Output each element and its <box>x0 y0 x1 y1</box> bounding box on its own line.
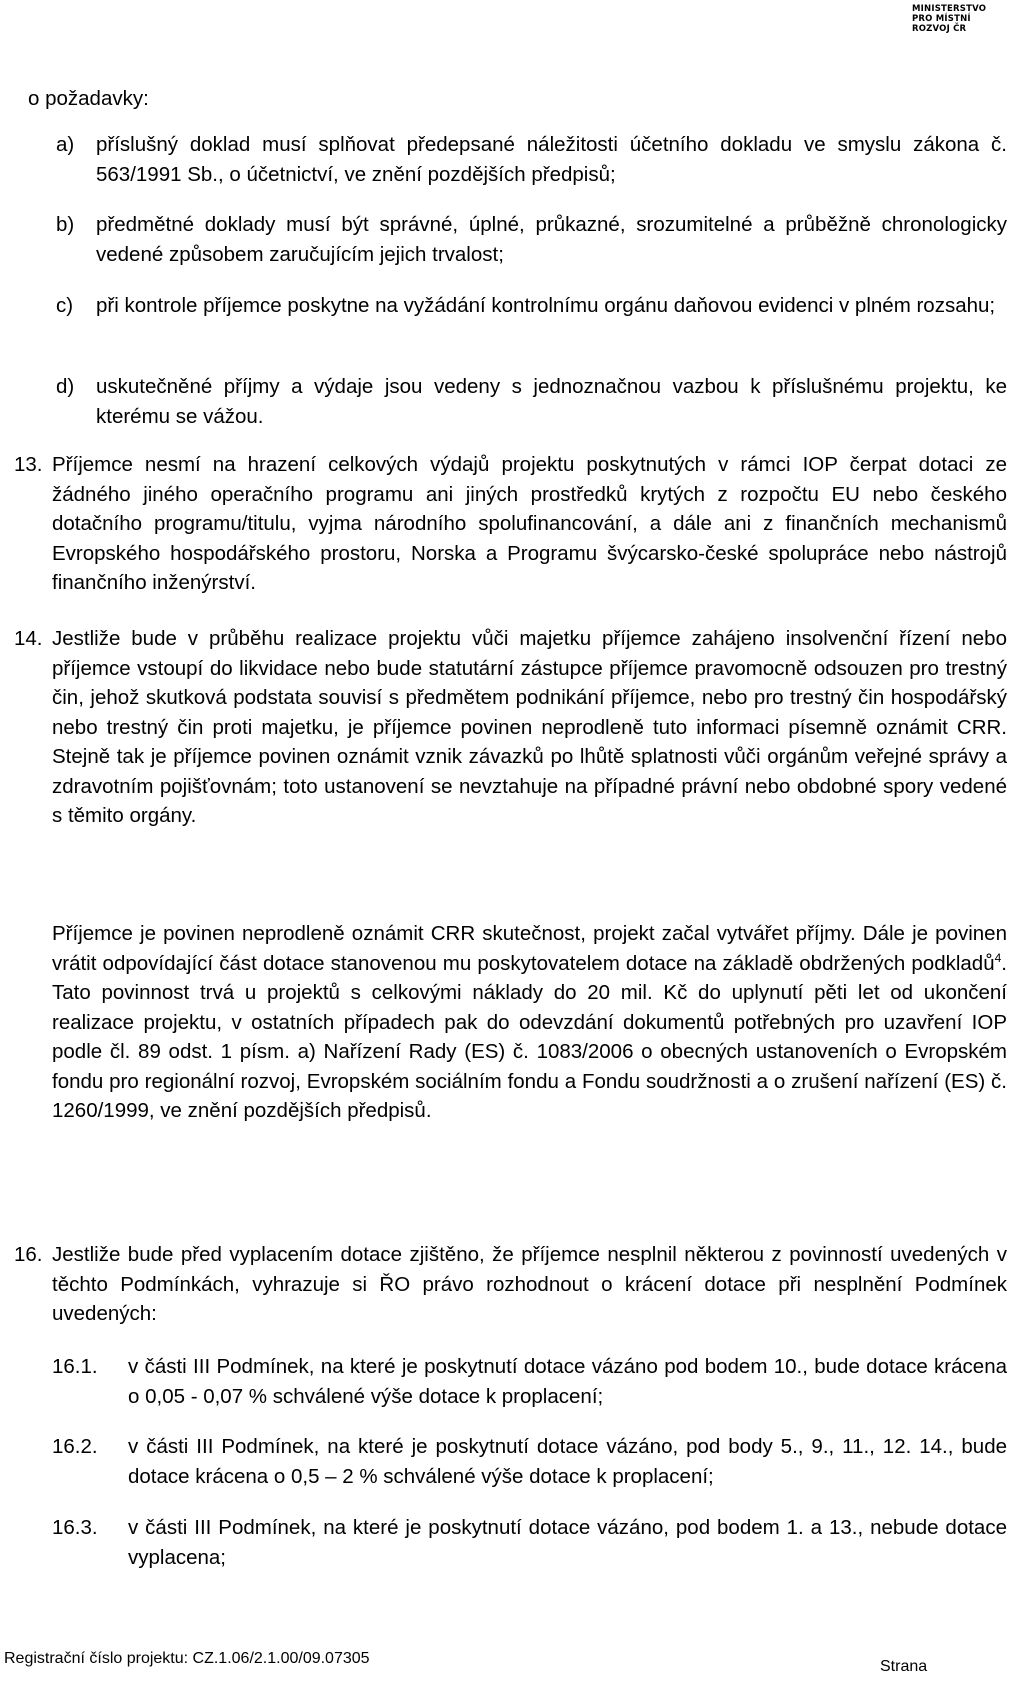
item-15-text <box>52 919 1007 1126</box>
item-16-2-text: v části III Podmínek, na které je poskytnutí dotace vázáno, pod body 5., 9., 11., 12. 14., bude dotace krácena o 0,5 – 2 % schválené výše dotace k proplacení; <box>128 1435 1007 1488</box>
footer-registration-number: Registrační číslo projektu: CZ.1.06/2.1.00/09.07305 <box>4 1650 370 1667</box>
footer-page-label: Strana <box>880 1658 928 1675</box>
item-16-3-text: v části III Podmínek, na které je poskytnutí dotace vázáno, pod bodem 1. a 13., nebude dotace vyplacena; <box>128 1516 1007 1569</box>
item-13-label: 13. <box>14 453 43 476</box>
item-15-text-a: Příjemce je povinen neprodleně oznámit CRR skutečnost, projekt začal vytvářet příjmy. Dále je povinen vrátit odpovídající část dotace stanovenou mu poskytovatelem dotace na základě obdržených podkladů <box>52 922 1007 975</box>
item-c-text: při kontrole příjemce poskytne na vyžádání kontrolnímu orgánu daňovou evidenci v plném rozsahu; <box>96 294 996 317</box>
ministry-logo <box>912 4 1002 34</box>
logo-line-3: ROZVOJ ČR <box>912 24 967 34</box>
item-b-label: b) <box>56 213 75 236</box>
item-14-label: 14. <box>14 627 43 650</box>
item-15-text-b: . Tato povinnost trvá u projektů s celkovými náklady do 20 mil. Kč do uplynutí pěti let od ukončení realizace projektu, v ostatních případech pak do odevzdání dokumentů potřebných pro uzavření IOP podle čl. 89 odst. 1 písm. a) Nařízení Rady (ES) č. 1083/2006 o obecných ustanoveních o Evropském fondu pro regionální rozvoj, Evropském sociálním fondu a Fondu soudržnosti a o zrušení nařízení (ES) č. 1260/1999, ve znění pozdějších předpisů. <box>52 951 1007 1122</box>
item-b-text: předmětné doklady musí být správné, úplné, průkazné, srozumitelné a průběžně chronologicky vedené způsobem zaručujícím jejich trvalost; <box>96 213 1007 266</box>
intro-text: o požadavky: <box>28 87 149 110</box>
item-16-2-label: 16.2. <box>52 1435 98 1458</box>
logo-line-1: MINISTERSTVO <box>912 4 987 14</box>
footnote-ref: 4 <box>994 950 1002 965</box>
item-13-text: Příjemce nesmí na hrazení celkových výdajů projektu poskytnutých v rámci IOP čerpat dotaci ze žádného jiného operačního programu ani jiných prostředků krytých z rozpočtu EU nebo českého dotačního programu/titulu, vyjma národního spolufinancování, a dále ani z finančních mechanismů Evropského hospodářského prostoru, Norska a Programu švýcarsko-české spolupráce nebo nástrojů finančního inženýrství. <box>52 453 1007 594</box>
logo-line-2: PRO MÍSTNÍ <box>912 14 971 24</box>
item-a-label: a) <box>56 133 75 156</box>
item-16-1-label: 16.1. <box>52 1355 98 1378</box>
item-d-label: d) <box>56 375 75 398</box>
item-d-text: uskutečněné příjmy a výdaje jsou vedeny s jednoznačnou vazbou k příslušnému projektu, ke kterému se vážou. <box>96 375 1007 428</box>
item-a-text: příslušný doklad musí splňovat předepsané náležitosti účetního dokladu ve smyslu zákona č. 563/1991 Sb., o účetnictví, ve znění pozdějších předpisů; <box>96 133 1007 186</box>
item-16-text: Jestliže bude před vyplacením dotace zjištěno, že příjemce nesplnil některou z povinností uvedených v těchto Podmínkách, vyhrazuje si ŘO právo rozhodnout o krácení dotace při nesplnění Podmínek uvedených: <box>52 1243 1007 1325</box>
item-16-1-text: v části III Podmínek, na které je poskytnutí dotace vázáno pod bodem 10., bude dotace krácena o 0,05 - 0,07 % schválené výše dotace k proplacení; <box>128 1355 1007 1408</box>
item-16-label: 16. <box>14 1243 43 1266</box>
item-16-3-label: 16.3. <box>52 1516 98 1539</box>
item-c-label: c) <box>56 294 74 317</box>
item-14-text: Jestliže bude v průběhu realizace projektu vůči majetku příjemce zahájeno insolvenční řízení nebo příjemce vstoupí do likvidace nebo bude statutární zástupce příjemce pravomocně odsouzen pro trestný čin, jehož skutková podstata souvisí s předmětem podnikání příjemce, nebo pro trestný čin hospodářský nebo trestný čin proti majetku, je příjemce povinen neprodleně tuto informaci písemně oznámit CRR. Stejně tak je příjemce povinen oznámit vznik závazků po lhůtě splatnosti vůči orgánům veřejné správy a zdravotním pojišťovnám; toto ustanovení se nevztahuje na případné právní nebo obdobné spory vedené s těmito orgány. <box>52 627 1007 827</box>
